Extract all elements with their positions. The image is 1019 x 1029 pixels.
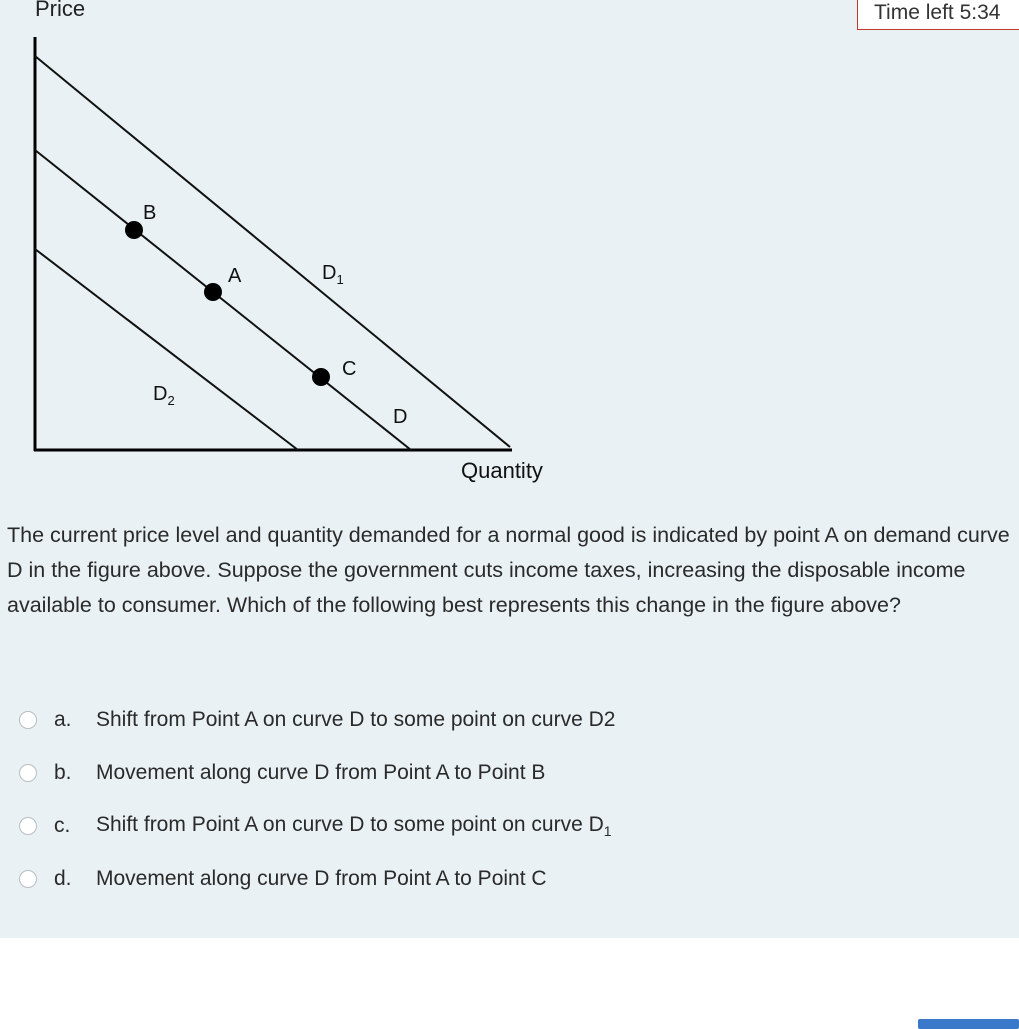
option-c-text-sub: 1 (603, 823, 612, 840)
point-a-label: A (228, 265, 242, 287)
point-a-marker (204, 283, 222, 301)
point-b-marker (125, 221, 143, 239)
curve-d1-line (35, 56, 510, 447)
demand-curve-figure (0, 0, 1019, 500)
x-axis-label: Quantity (461, 458, 543, 483)
curve-d2-line (35, 249, 298, 450)
question-text: The current price level and quantity demanded for a normal good is indicated by point A on demand curve D in the figure above. Suppose the government cuts income taxes, increasing the disposable income available to consumer. Which of the following best represents this change in the figure above? (7, 523, 1010, 617)
option-a-letter: a. (54, 708, 72, 731)
option-c[interactable] (0, 806, 900, 846)
curve-d2-label-sub: 2 (167, 393, 175, 408)
curve-d2-label (153, 383, 175, 408)
curve-d-label: D (393, 406, 408, 428)
curve-d2-label-base: D (153, 383, 168, 405)
option-b[interactable] (0, 753, 900, 793)
option-a-text[interactable]: Shift from Point A on curve D to some point on curve D2 (96, 708, 616, 731)
curve-d1-label-base: D (322, 262, 337, 284)
option-b-letter: b. (54, 761, 72, 784)
curve-d1-label-sub: 1 (336, 272, 344, 287)
option-d[interactable] (0, 859, 900, 899)
option-b-text[interactable]: Movement along curve D from Point A to Point B (96, 761, 546, 784)
next-button[interactable] (918, 1019, 1019, 1029)
option-b-radio[interactable] (19, 764, 37, 782)
point-c-label: C (342, 358, 357, 380)
option-d-radio[interactable] (19, 870, 37, 888)
y-axis-label: Price (35, 0, 86, 21)
option-c-text-main: Shift from Point A on curve D to some point on curve D (96, 812, 604, 836)
option-c-text[interactable] (96, 813, 612, 839)
option-a-radio[interactable] (19, 711, 37, 729)
point-b-label: B (143, 202, 157, 224)
option-c-letter: c. (54, 814, 71, 837)
option-d-letter: d. (54, 867, 72, 890)
point-c-marker (312, 368, 330, 386)
option-d-text[interactable]: Movement along curve D from Point A to Point C (96, 867, 547, 890)
option-a[interactable] (0, 700, 900, 740)
option-c-radio[interactable] (19, 817, 37, 835)
curve-d-line (35, 150, 411, 450)
curve-d1-label (322, 262, 344, 287)
time-left-indicator: Time left 5:34 (857, 0, 1019, 30)
